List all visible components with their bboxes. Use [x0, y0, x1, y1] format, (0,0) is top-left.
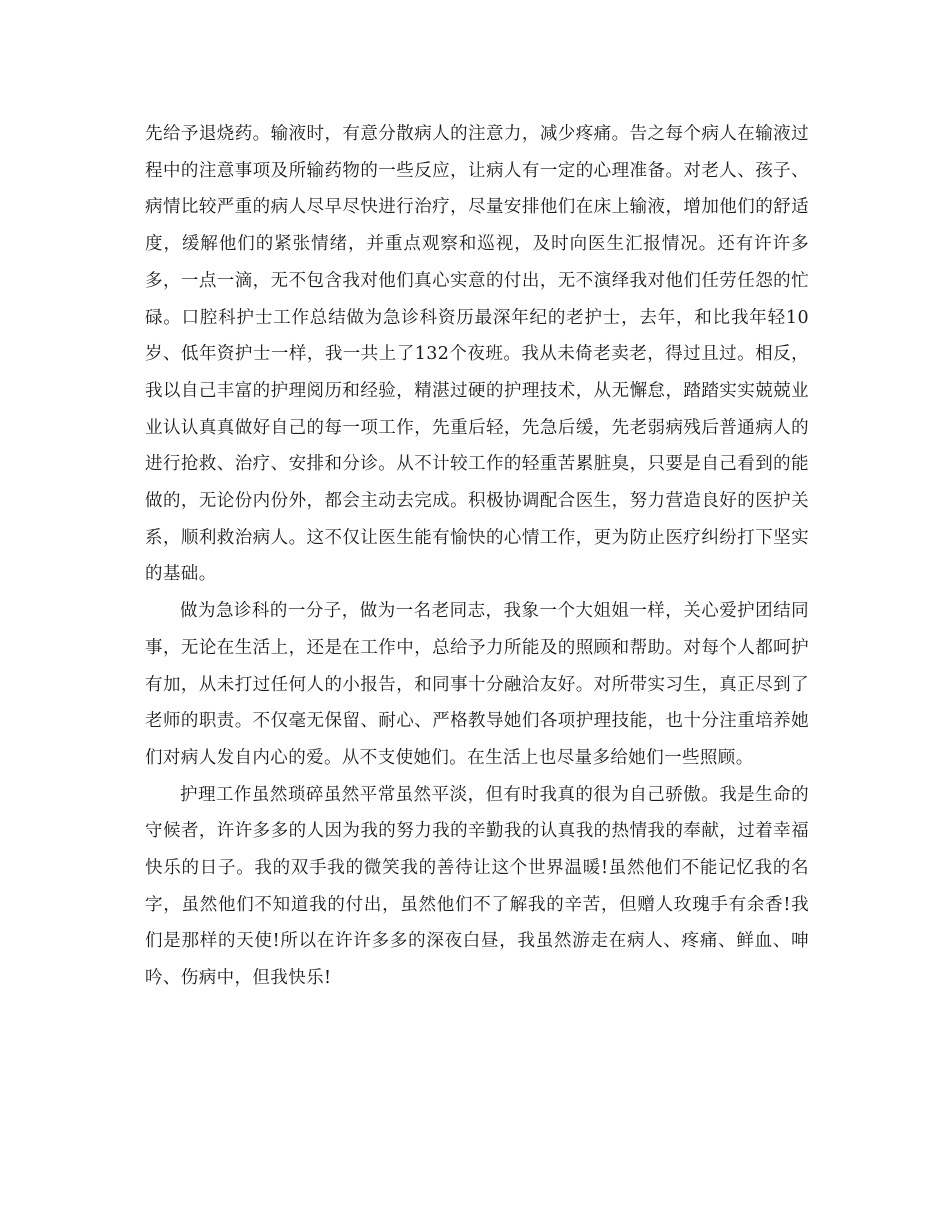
document-body — [145, 116, 809, 997]
paragraph-1: 先给予退烧药。输液时，有意分散病人的注意力，减少疼痛。告之每个病人在输液过程中的注意事项及所输药物的一些反应，让病人有一定的心理准备。对老人、孩子、病情比较严重的病人尽早尽快进行治疗，尽量安排他们在床上输液，增加他们的舒适度，缓解他们的紧张情绪，并重点观察和巡视，及时向医生汇报情况。还有许许多多，一点一滴，无不包含我对他们真心实意的付出，无不演绎我对他们任劳任怨的忙碌。口腔科护士工作总结做为急诊科资历最深年纪的老护士，去年，和比我年轻10岁、低年资护士一样，我一共上了132个夜班。我从未倚老卖老，得过且过。相反，我以自己丰富的护理阅历和经验，精湛过硬的护理技术，从无懈怠，踏踏实实兢兢业业认认真真做好自己的每一项工作，先重后轻，先急后缓，先老弱病残后普通病人的进行抢救、治疗、安排和分诊。从不计较工作的轻重苦累脏臭，只要是自己看到的能做的，无论份内份外，都会主动去完成。积极协调配合医生，努力营造良好的医护关系，顺利救治病人。这不仅让医生能有愉快的心情工作，更为防止医疗纠纷打下坚实的基础。 — [145, 124, 809, 585]
paragraph-2: 做为急诊科的一分子，做为一名老同志，我象一个大姐姐一样，关心爱护团结同事，无论在生活上，还是在工作中，总给予力所能及的照顾和帮助。对每个人都呵护有加，从未打过任何人的小报告，和同事十分融洽友好。对所带实习生，真正尽到了老师的职责。不仅毫无保留、耐心、严格教导她们各项护理技能，也十分注重培养她们对病人发自内心的爱。从不支使她们。在生活上也尽量多给她们一些照顾。 — [145, 601, 809, 768]
paragraph-3: 护理工作虽然琐碎虽然平常虽然平淡，但有时我真的很为自己骄傲。我是生命的守候者，许许多多的人因为我的努力我的辛勤我的认真我的热情我的奉献，过着幸福快乐的日子。我的双手我的微笑我的善待让这个世界温暖!虽然他们不能记忆我的名字，虽然他们不知道我的付出，虽然他们不了解我的辛苦，但赠人玫瑰手有余香!我们是那样的天使!所以在许许多多的深夜白昼，我虽然游走在病人、疼痛、鲜血、呻吟、伤病中，但我快乐! — [145, 784, 809, 989]
